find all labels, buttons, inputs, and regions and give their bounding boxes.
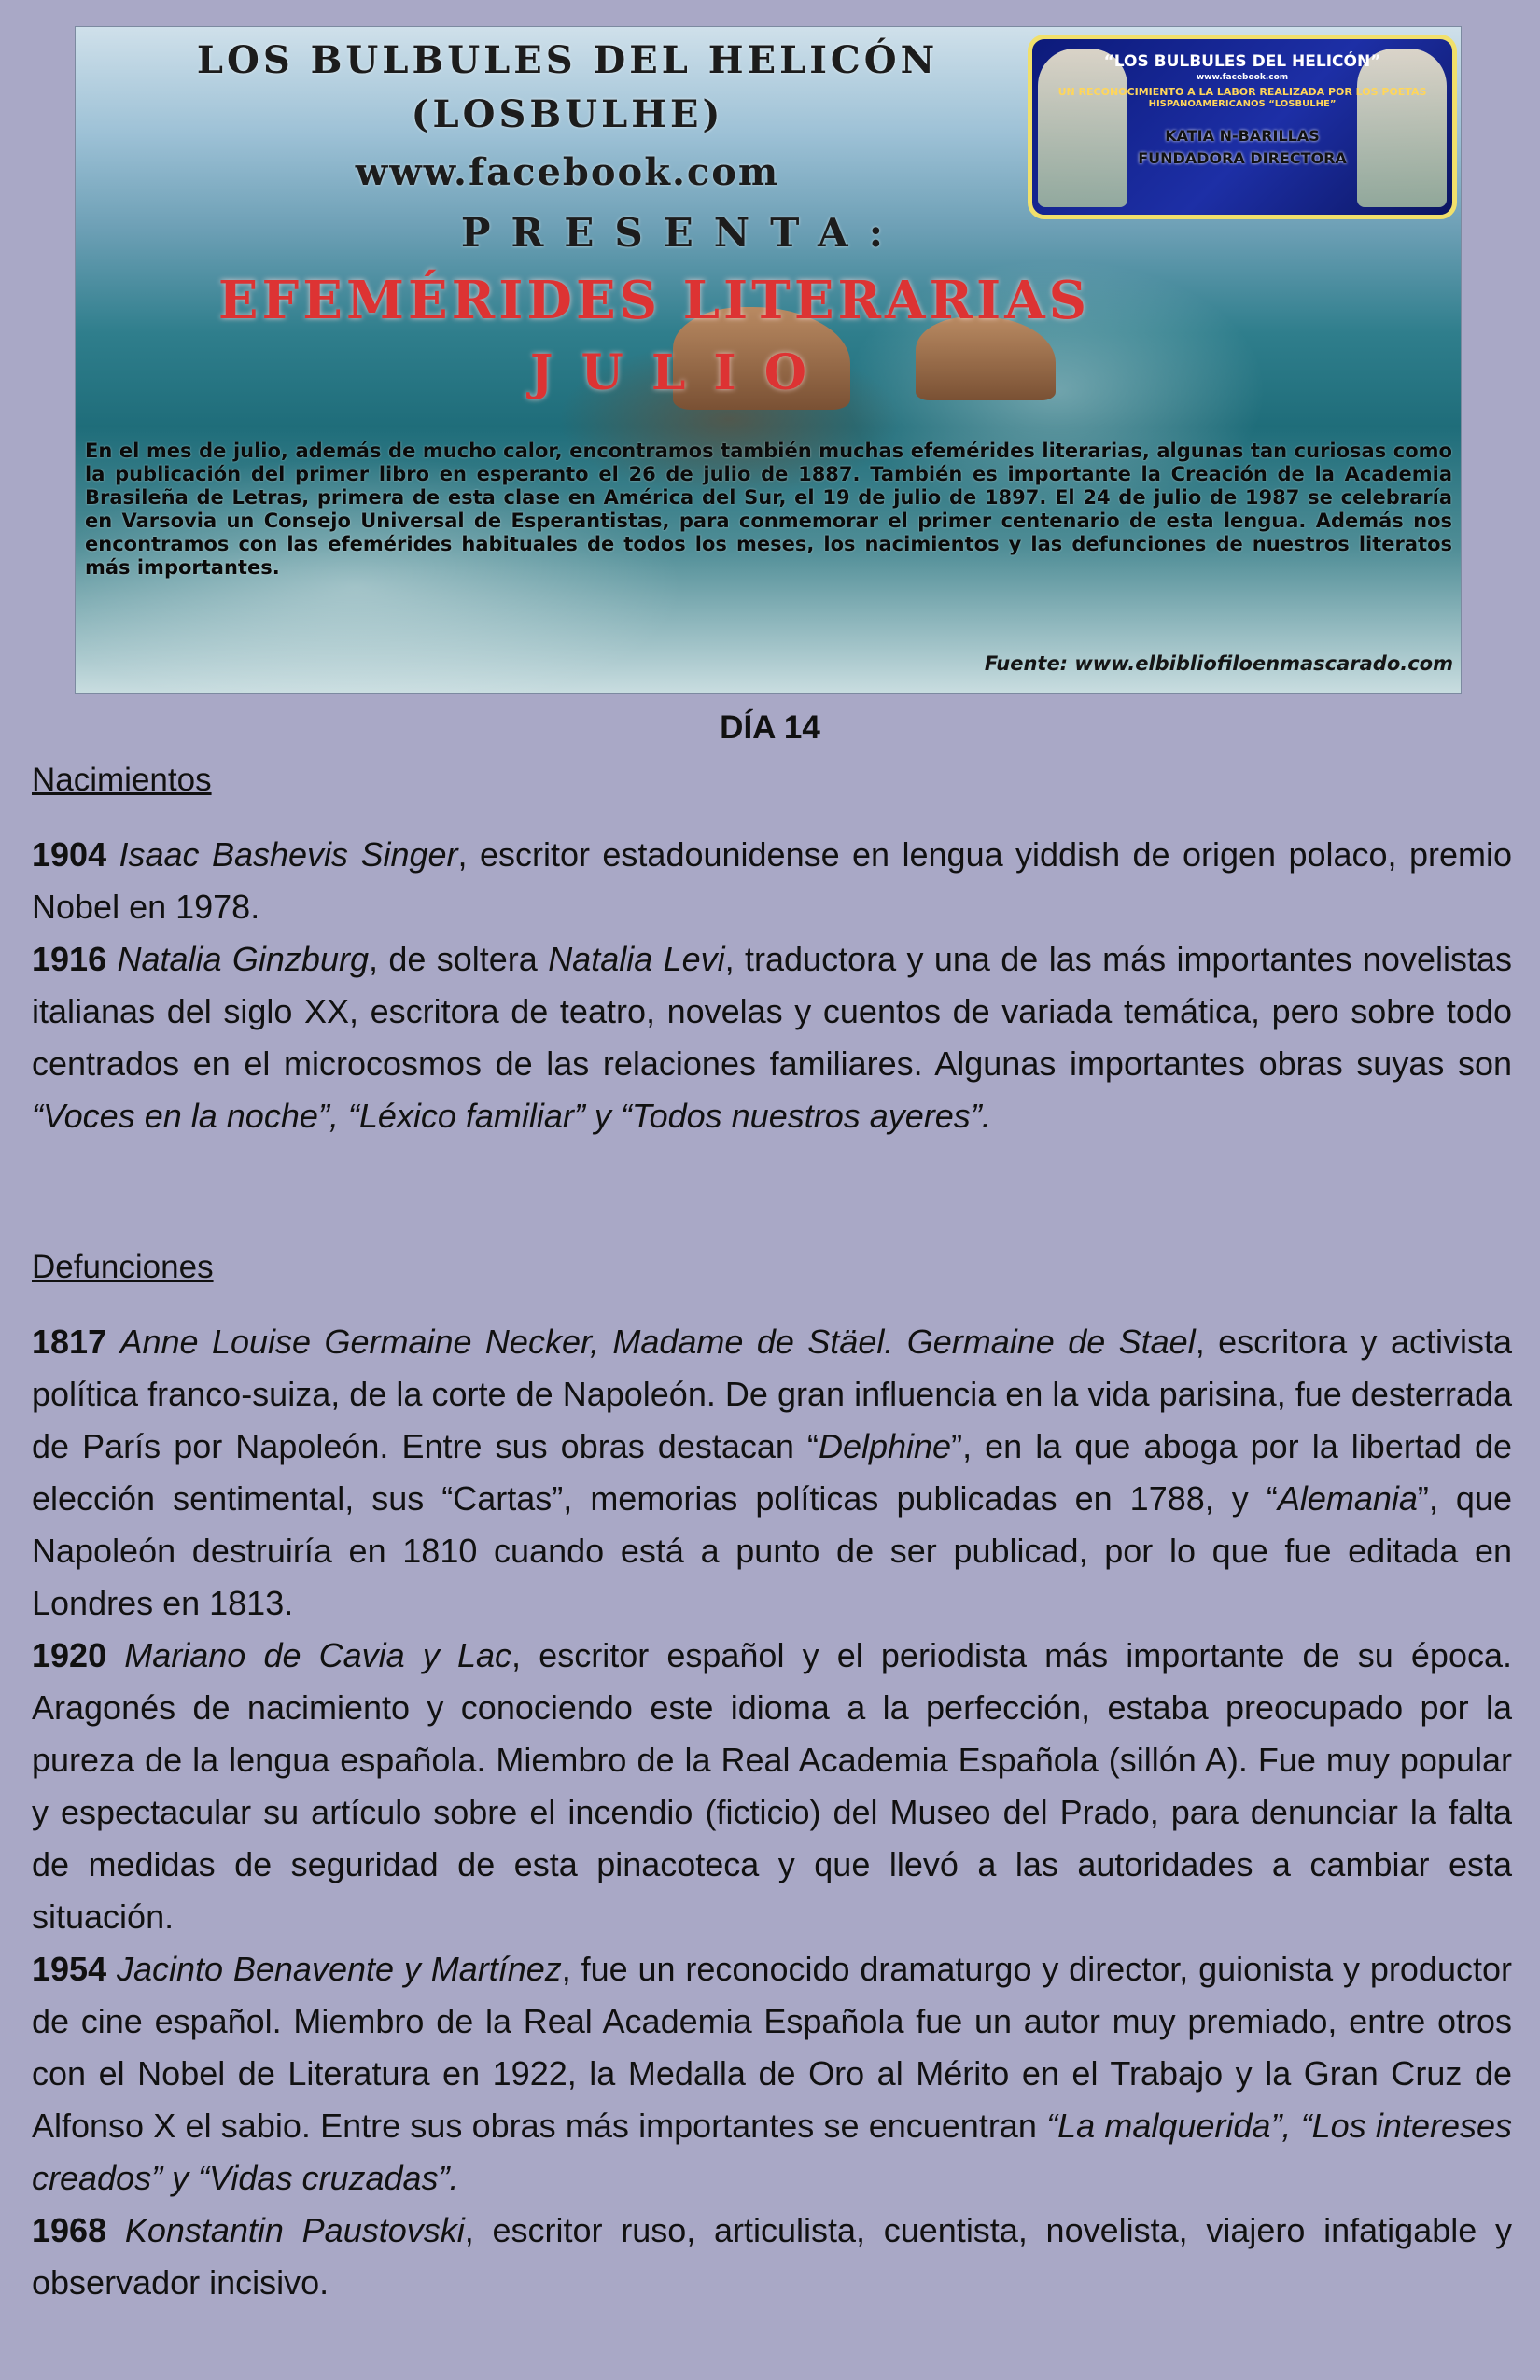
logo-tagline-2: HISPANOAMERICANOS “LOSBULHE” — [1148, 99, 1337, 109]
entry-name: Isaac Bashevis Singer — [119, 835, 458, 874]
entry-text: , de soltera — [368, 940, 549, 978]
birth-entry — [32, 933, 1512, 1142]
banner-source: Fuente: www.elbibliofiloenmascarado.com — [984, 652, 1453, 675]
entry-year: 1920 — [32, 1636, 107, 1674]
banner-intro-text: En el mes de julio, además de mucho calor, encontramos también muchas efemérides literarias, algunas tan curiosas como la publicación del primer libro en esperanto el 26 de julio de 1887. También es importante la Creación de la Academia Brasileña de Letras, primera de esta clase en América del Sur, el 19 de julio de 1897. El 24 de julio de 1987 se celebraría en Varsovia un Consejo Universal de Esperantistas, para conmemorar el primer centenario de esta lengua. Además nos encontramos con las efemérides habituales de todos los meses, los nacimientos y las defunciones de nuestros literatos más importantes. — [85, 440, 1452, 579]
death-entry — [32, 2205, 1512, 2309]
entry-year: 1916 — [32, 940, 107, 978]
entry-name: Mariano de Cavia y Lac — [124, 1636, 512, 1674]
banner-subtitle: (LOSBULHE) — [411, 92, 724, 136]
banner-month: JULIO — [529, 344, 835, 401]
entry-name: Konstantin Paustovski — [124, 2211, 465, 2249]
entry-text: , traductora y una de las más importantes novelistas italianas del siglo XX, escritora de teatro, novelas y cuentos de variada temática, pero sobre todo centrados en el microcosmos de las relaciones familiares. Algunas importantes obras suyas son — [32, 940, 1512, 1083]
entry-text: , escritor español y el periodista más importante de su época. Aragonés de nacimiento y conociendo este idioma a la perfección, estaba preocupado por la pureza de la lengua española. Miembro de la Real Academia Española (sillón A). Fue muy popular y espectacular su artículo sobre el incendio (ficticio) del Museo del Prado, para denunciar la falta de medidas de seguridad de esta pinacoteca y que llevó a las autoridades a cambiar esta situación. — [32, 1636, 1512, 1936]
births-section-title: Nacimientos — [32, 762, 212, 798]
entry-text: , escritora y activista política franco-suiza, de la corte de Napoleón. De gran influencia en la vida parisina, fue desterrada de París por Napoleón. Entre sus obras destacan “ — [32, 1323, 1512, 1465]
death-entry — [32, 1943, 1512, 2205]
logo-title: “LOS BULBULES DEL HELICÓN” — [1103, 52, 1381, 71]
deaths-list — [32, 1316, 1512, 2309]
entry-works: “La malquerida”, “Los intereses creados” y “Vidas cruzadas”. — [32, 2107, 1512, 2197]
entry-work: Alemania — [1277, 1479, 1418, 1518]
entry-year: 1954 — [32, 1950, 107, 1988]
entry-name: Natalia Ginzburg — [117, 940, 369, 978]
entry-text: , escritor ruso, articulista, cuentista, novelista, viajero infatigable y observador incisivo. — [32, 2211, 1512, 2302]
header-banner — [75, 26, 1462, 694]
entry-work: Delphine — [818, 1427, 952, 1465]
losbulhe-logo — [1028, 35, 1457, 219]
entry-text: ”, que Napoleón destruiría en 1810 cuando está a punto de ser publicad, por lo que fue editada en Londres en 1813. — [32, 1479, 1512, 1622]
entry-works: “Voces en la noche”, “Léxico familiar” y “Todos nuestros ayeres”. — [32, 1097, 991, 1135]
entry-name: Anne Louise Germaine Necker, Madame de Stäel. Germaine de Stael — [119, 1323, 1196, 1361]
entry-name: Jacinto Benavente y Martínez — [116, 1950, 562, 1988]
logo-tagline: UN RECONOCIMIENTO A LA LABOR REALIZADA POR LOS POETAS — [1057, 86, 1427, 98]
logo-founder: KATIA N-BARILLAS — [1165, 127, 1320, 145]
banner-presenta: PRESENTA: — [460, 210, 904, 256]
entry-text: ”, en la que aboga por la libertad de elección sentimental, sus “Cartas”, memorias políticas publicadas en 1788, y “ — [32, 1427, 1512, 1518]
death-entry — [32, 1316, 1512, 1630]
banner-efemerides-title: EFEMÉRIDES LITERARIAS — [217, 270, 1091, 331]
death-entry — [32, 1630, 1512, 1943]
entry-year: 1817 — [32, 1323, 107, 1361]
banner-title: LOS BULBULES DEL HELICÓN — [196, 38, 939, 82]
entry-alt-name: Natalia Levi — [548, 940, 725, 978]
entry-year: 1968 — [32, 2211, 107, 2249]
entry-year: 1904 — [32, 835, 107, 874]
births-list — [32, 829, 1512, 1142]
logo-founder-role: FUNDADORA DIRECTORA — [1138, 149, 1347, 167]
day-heading: DÍA 14 — [720, 709, 820, 746]
entry-text: , fue un reconocido dramaturgo y director, guionista y productor de cine español. Miembro de la Real Academia Española fue un autor muy premiado, entre otros con el Nobel de Literatura en 1922, la Medalla de Oro al Mérito en el Trabajo y la Gran Cruz de Alfonso X el sabio. Entre sus obras más importantes se encuentran — [32, 1950, 1512, 2145]
entry-text: , escritor estadounidense en lengua yiddish de origen polaco, premio Nobel en 1978. — [32, 835, 1512, 926]
birth-entry — [32, 829, 1512, 933]
deaths-section-title: Defunciones — [32, 1249, 214, 1285]
logo-website: www.facebook.com — [1196, 73, 1289, 82]
banner-website: www.facebook.com — [355, 150, 780, 194]
